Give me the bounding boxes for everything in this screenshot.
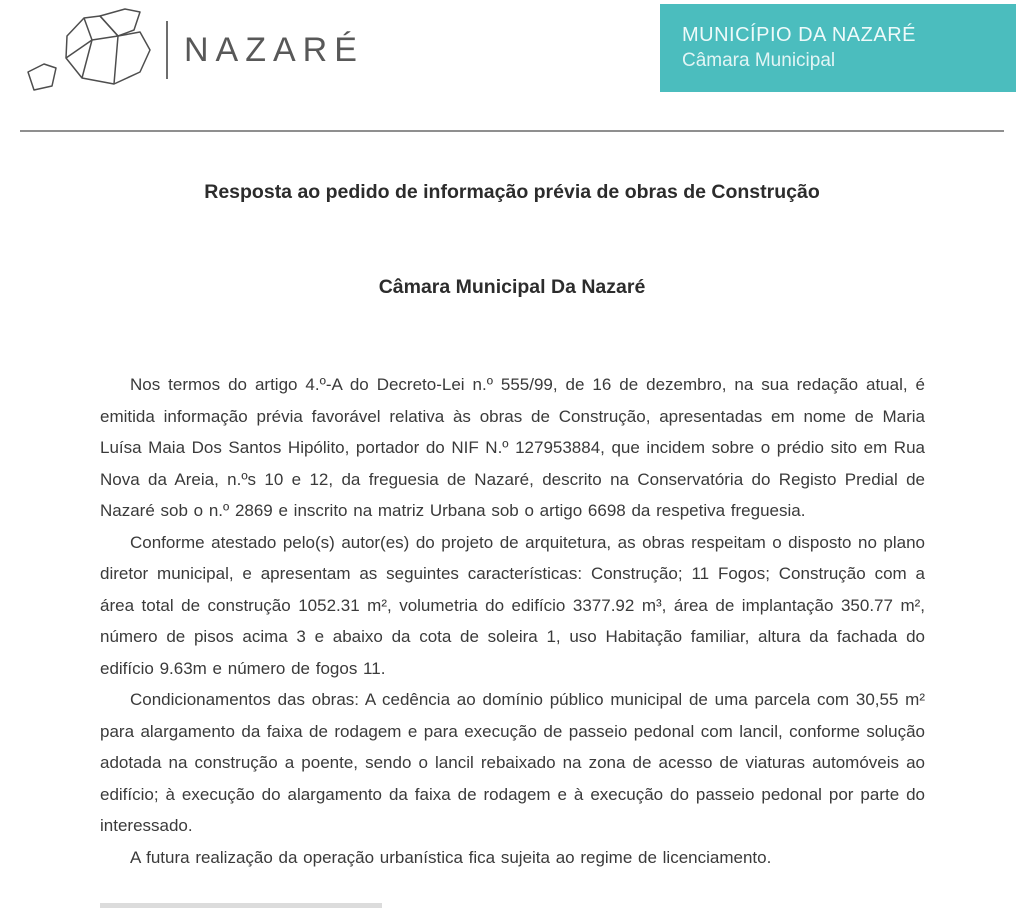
logo-wordmark: NAZARÉ: [184, 30, 364, 69]
paragraph-project-characteristics: Conforme atestado pelo(s) autor(es) do projeto de arquitetura, as obras respeitam o disposto no plano diretor municipal, e apresentam as seguintes características: Construção; 11 Fogos; Construção com a área total de construção 1052.31 m², volumetria do edifício 3377.92 m³, área de implantação 350.77 m², número de pisos acima 3 e abaixo da cota de soleira 1, uso Habitação familiar, altura da fachada do edifício 9.63m e número de fogos 11.: [100, 532, 925, 678]
document-title: Resposta ao pedido de informação prévia de obras de Construção: [204, 181, 820, 203]
document-subtitle: Câmara Municipal Da Nazaré: [378, 276, 646, 298]
paragraph-conditions: Condicionamentos das obras: A cedência ao domínio público municipal de uma parcela com 30,55 m² para alargamento da faixa de rodagem e para execução de passeio pedonal com lancil, conforme solução adotada na construção a poente, sendo o lancil rebaixado na zona de acesso de viaturas automóveis ao edifício; à execução do alargamento da faixa de rodagem e à execução do passeio pedonal por parte do interessado.: [100, 690, 925, 835]
paragraph-licensing: A futura realização da operação urbanística fica sujeita ao regime de licenciamento.: [130, 847, 772, 867]
municipality-name: MUNICÍPIO DA NAZARÉ: [682, 24, 916, 46]
page-header: [0, 0, 1024, 94]
municipality-subtitle: Câmara Municipal: [682, 50, 836, 71]
logo-divider: [166, 21, 168, 79]
nazare-logo-icon: [22, 6, 158, 94]
paragraph-legal-terms: Nos termos do artigo 4.º-A do Decreto-Lei n.º 555/99, de 16 de dezembro, na sua redação atual, é emitida informação prévia favorável relativa às obras de Construção, apresentadas em nome de Maria Luísa Maia Dos Santos Hipólito, portador do NIF N.º 127953884, que incidem sobre o prédio sito em Rua Nova da Areia, n.ºs 10 e 12, da freguesia de Nazaré, descrito na Conservatória do Registo Predial de Nazaré sob o n.º 2869 e inscrito na matriz Urbana sob o artigo 6698 da respetiva freguesia.: [100, 375, 925, 520]
document-body: [0, 369, 1024, 873]
header-divider: [20, 130, 1004, 132]
page-cutoff-artifact: [100, 903, 382, 908]
municipality-banner: [660, 4, 1016, 92]
nazare-logo: [22, 6, 364, 94]
